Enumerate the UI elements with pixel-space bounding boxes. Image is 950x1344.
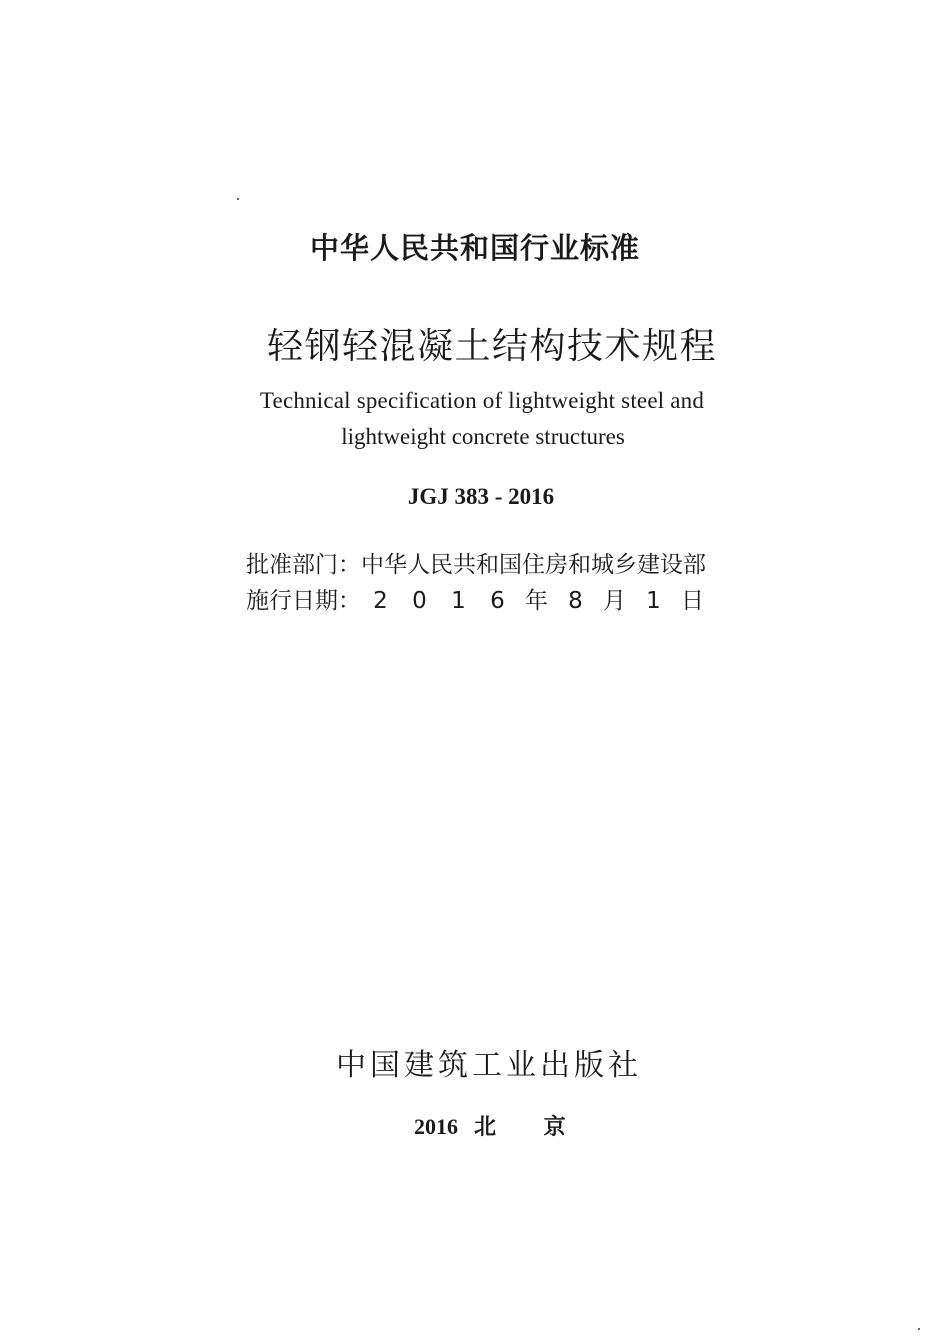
effective-date-line (246, 582, 712, 615)
publication-place-year (414, 1110, 586, 1141)
date-char: 1 (646, 588, 661, 614)
date-char: 日 (681, 588, 704, 614)
date-char: 0 (412, 588, 427, 614)
date-char: 8 (568, 588, 583, 614)
publication-city: 北 京 (474, 1115, 586, 1140)
approval-department-line (246, 546, 706, 579)
date-char: 1 (451, 588, 466, 614)
scan-speck (918, 1328, 920, 1330)
standard-number: JGJ 383 - 2016 (407, 484, 555, 509)
date-char: 2 (373, 588, 388, 614)
date-char: 年 (525, 588, 548, 614)
approval-value: 中华人民共和国住房和城乡建设部 (361, 552, 706, 578)
effective-label: 施行日期： (246, 588, 361, 614)
publication-year: 2016 (414, 1114, 458, 1139)
chinese-title: 轻钢轻混凝土结构技术规程 (267, 326, 718, 367)
industry-standard-heading: 中华人民共和国行业标准 (310, 231, 641, 265)
english-title-line-2: lightweight concrete structures (341, 424, 625, 449)
date-char: 6 (490, 588, 505, 614)
scan-speck (237, 198, 239, 200)
date-char: 月 (603, 588, 626, 614)
publisher-name: 中国建筑工业出版社 (336, 1048, 642, 1083)
approval-label: 批准部门： (246, 552, 361, 578)
english-title-line-1: Technical specification of lightweight steel and (259, 388, 705, 413)
